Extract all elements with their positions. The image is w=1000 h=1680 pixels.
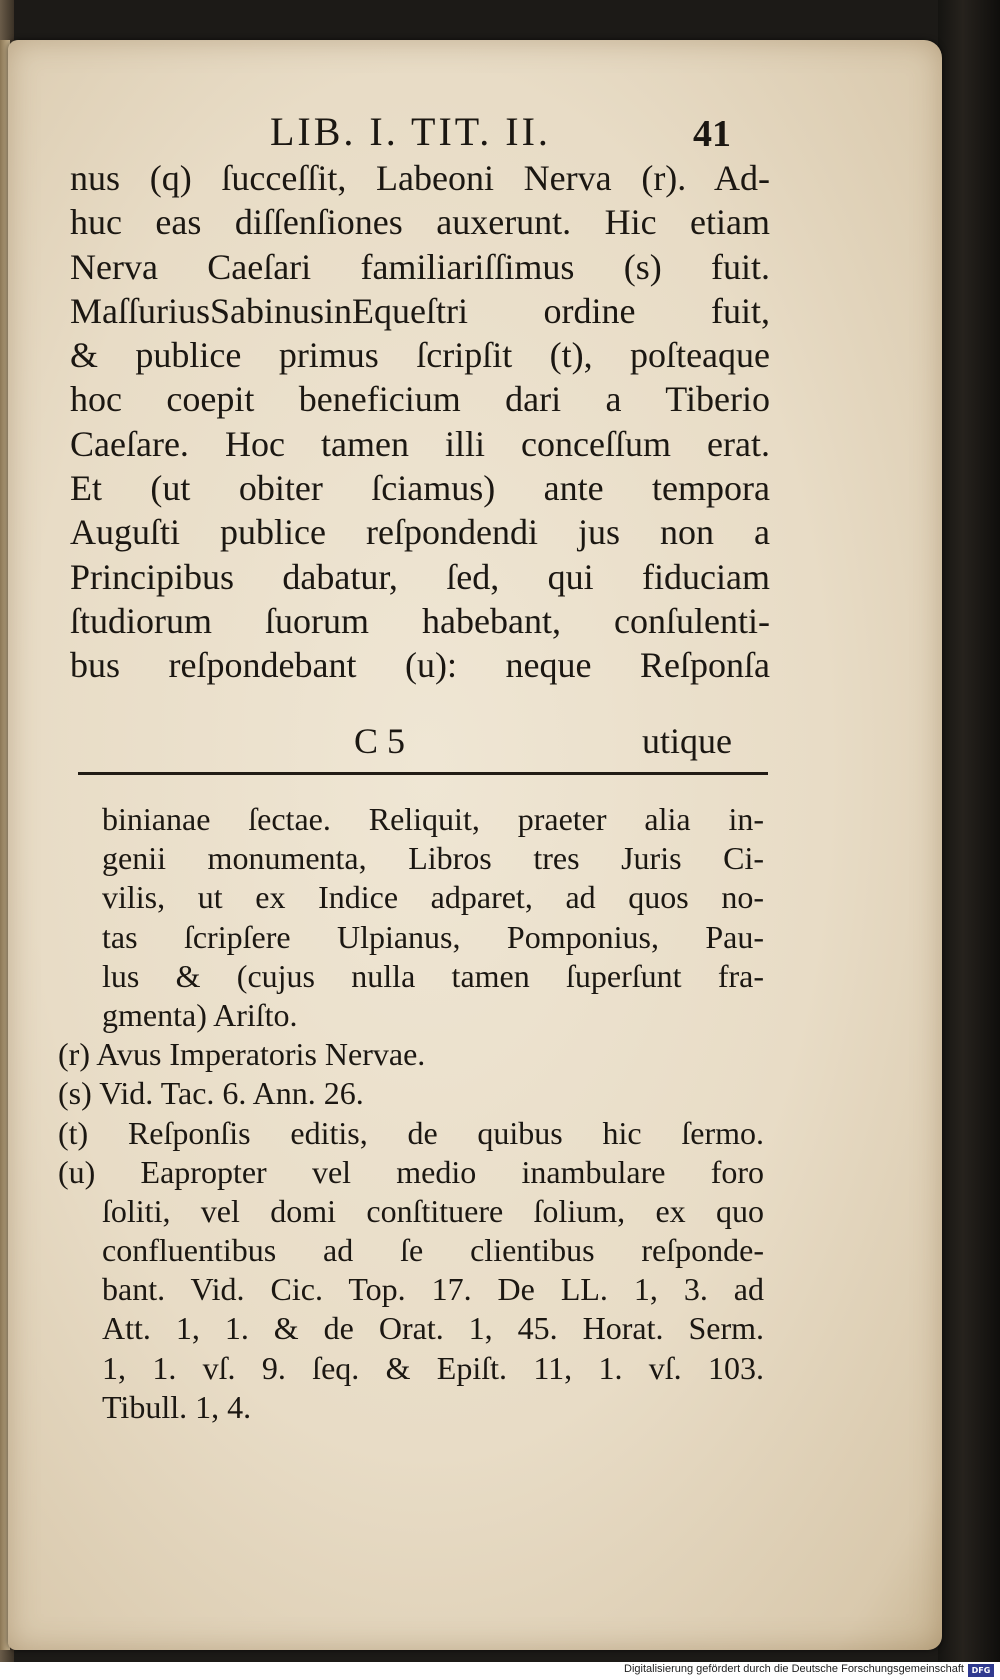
main-text-line: MaſſuriusSabinusinEqueſtri ordine fuit, (70, 290, 770, 331)
digitization-credit: Digitalisierung gefördert durch die Deutsche Forschungsgemeinschaft (624, 1663, 964, 1675)
main-text-line: Principibus dabatur, ſed, qui fiduciam (70, 556, 770, 597)
footnote-line: Tibull. 1, 4. (102, 1388, 252, 1425)
book-binding-right (938, 0, 1000, 1680)
dfg-logo: DFG (968, 1664, 994, 1677)
footnote-u: (u) Eapropter vel medio inambulare foro (58, 1153, 764, 1190)
footnote-t: (t) Reſponſis editis, de quibus hic ſermo. (58, 1114, 764, 1151)
footnote-rule (78, 772, 768, 775)
footnote-line: ſoliti, vel domi conſtituere ſolium, ex quo (102, 1192, 764, 1229)
direction-line (70, 720, 770, 764)
main-text-line: huc eas diſſenſiones auxerunt. Hic etiam (70, 202, 770, 243)
footnote-line: Att. 1, 1. & de Orat. 1, 45. Horat. Serm. (102, 1310, 764, 1347)
main-text-block (70, 156, 770, 688)
signature-mark: C 5 (354, 721, 406, 761)
footnote-line: genii monumenta, Libros tres Juris Ci- (102, 840, 764, 877)
footnote-line: binianae ſectae. Reliquit, praeter alia in- (102, 801, 764, 837)
main-text-line: & publice primus ſcripſit (t), poſteaque (70, 335, 770, 376)
footnote-line: confluentibus ad ſe clientibus reſponde- (102, 1232, 764, 1269)
footnote-s: (s) Vid. Tac. 6. Ann. 26. (58, 1075, 364, 1112)
main-text-line: Et (ut obiter ſciamus) ante tempora (70, 468, 770, 509)
footnote-line: bant. Vid. Cic. Top. 17. De LL. 1, 3. ad (102, 1271, 764, 1308)
footnote-line: tas ſcripſere Ulpianus, Pomponius, Pau- (102, 918, 764, 955)
footnote-r: (r) Avus Imperatoris Nervae. (58, 1036, 426, 1073)
catchword: utique (642, 721, 732, 761)
main-text-line: Caeſare. Hoc tamen illi conceſſum erat. (70, 423, 770, 464)
footnote-line: gmenta) Ariſto. (102, 996, 298, 1033)
footnote-line: vilis, ut ex Indice adparet, ad quos no- (102, 879, 764, 916)
main-text-line: nus (q) ſucceſſit, Labeoni Nerva (r). Ad- (70, 158, 770, 198)
footnote-line: lus & (cujus nulla tamen ſuperſunt fra- (102, 957, 764, 994)
footnotes-block (58, 800, 764, 1427)
main-text-line: Auguſti publice reſpondendi jus non a (70, 512, 770, 553)
page-number: 41 (693, 113, 731, 155)
main-text-line: hoc coepit beneficium dari a Tiberio (70, 379, 770, 420)
main-text-line: Nerva Caeſari familiariſſimus (s) fuit. (70, 246, 770, 287)
footnote-line: 1, 1. vſ. 9. ſeq. & Epiſt. 11, 1. vſ. 103. (102, 1349, 764, 1386)
main-text-line: ſtudiorum ſuorum habebant, conſulenti- (70, 600, 770, 641)
main-text-line: bus reſpondebant (u): neque Reſponſa (70, 645, 770, 686)
running-head: LIB. I. TIT. II. (270, 109, 551, 154)
